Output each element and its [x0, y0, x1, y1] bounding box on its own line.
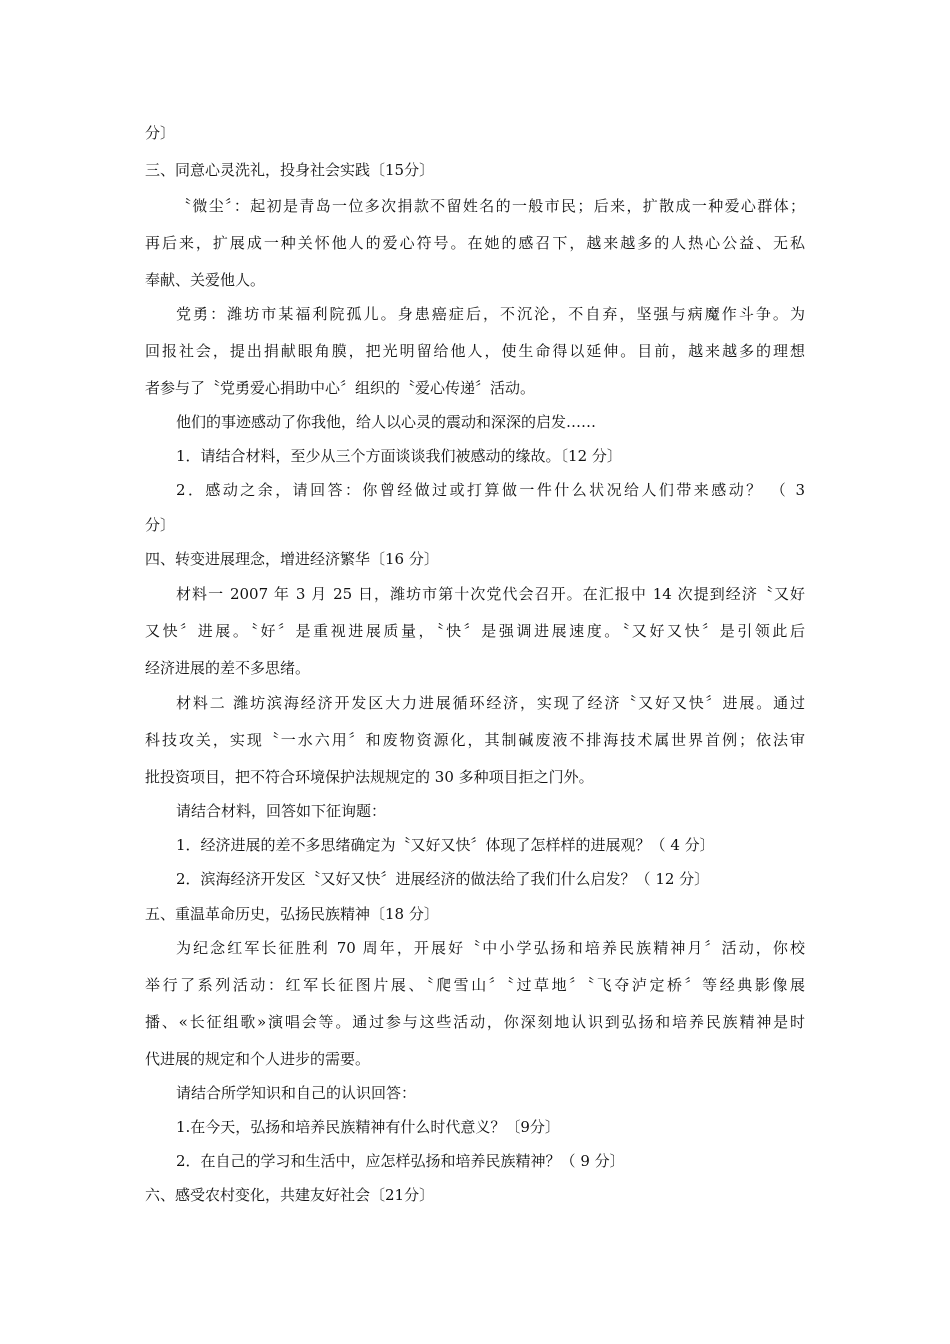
text-line: 播、«长征组歌»演唱会等。通过参与这些活动，你深刻地认识到弘扬和培养民族精神是时	[145, 1013, 805, 1031]
text-line: 批投资项目，把不符合环境保护法规规定的 30 多种项目拒之门外。	[145, 768, 594, 786]
text-line: 为纪念红军长征胜利 70 周年，开展好〝中小学弘扬和培养民族精神月〞活动，你校	[176, 939, 805, 957]
text-line: 经济进展的差不多思绪。	[145, 659, 311, 677]
section-heading-4: 四、转变进展理念，增进经济繁华〔16 分〕	[145, 550, 439, 568]
text-line: 再后来，扩展成一种关怀他人的爱心符号。在她的感召下，越来越多的人热心公益、无私	[145, 234, 805, 252]
text-line: 又快〞进展。〝好〞是重视进展质量，〝快〞是强调进展速度。〝又好又快〞是引领此后	[145, 622, 805, 640]
text-line: 党勇：潍坊市某福利院孤儿。身患癌症后，不沉沦，不自弃，坚强与病魔作斗争。为	[176, 305, 805, 323]
question-item: 1．经济进展的差不多思绪确定为〝又好又快〞体现了怎样样的进展观？（ 4 分〕	[176, 836, 715, 854]
text-line: 请结合材料，回答如下征询题：	[176, 802, 387, 820]
section-heading-3: 三、同意心灵洗礼，投身社会实践〔15分〕	[145, 161, 435, 179]
text-line: 材料一 2007 年 3 月 25 日，潍坊市第十次党代会召开。在汇报中 14 次提到经济〝又好	[176, 585, 805, 603]
text-line: 奉献、关爱他人。	[145, 271, 266, 289]
text-line: 回报社会，提出捐献眼角膜，把光明留给他人，使生命得以延伸。目前，越来越多的理想	[145, 342, 805, 360]
section-heading-6: 六、感受农村变化，共建友好社会〔21分〕	[145, 1186, 435, 1204]
question-item: 2．滨海经济开发区〝又好又快〞进展经济的做法给了我们什么启发？（ 12 分〕	[176, 870, 710, 888]
text-line: 举行了系列活动：红军长征图片展、〝爬雪山〞〝过草地〞〝飞夺泸定桥〞等经典影像展	[145, 976, 805, 994]
text-line: 材料二 潍坊滨海经济开发区大力进展循环经济，实现了经济〝又好又快〞进展。通过	[176, 694, 805, 712]
text-line: 代进展的规定和个人进步的需要。	[145, 1050, 371, 1068]
question-item: 1．请结合材料，至少从三个方面谈谈我们被感动的缘故。〔12 分〕	[176, 447, 622, 465]
text-line: 他们的事迹感动了你我他，给人以心灵的震动和深深的启发……	[176, 413, 597, 431]
text-line: 者参与了〝党勇爱心捐助中心〞组织的〝爱心传递〞活动。	[145, 379, 536, 397]
text-line: 科技攻关，实现〝一水六用〞和废物资源化，其制碱废液不排海技术属世界首例；依法审	[145, 731, 805, 749]
section-heading-5: 五、重温革命历史，弘扬民族精神〔18 分〕	[145, 905, 439, 923]
question-item: 1.在今天，弘扬和培养民族精神有什么时代意义？〔9分〕	[176, 1118, 560, 1136]
question-item: 2．感动之余，请回答：你曾经做过或打算做一件什么状况给人们带来感动？ （ 3	[176, 481, 805, 499]
text-line: 请结合所学知识和自己的认识回答：	[176, 1084, 417, 1102]
text-line: 〝微尘〞：起初是青岛一位多次捐款不留姓名的一般市民；后来，扩散成一种爱心群体；	[176, 197, 805, 215]
text-line: 分〕	[145, 124, 176, 142]
question-item: 2．在自己的学习和生活中，应怎样弘扬和培养民族精神？（ 9 分〕	[176, 1152, 625, 1170]
text-line: 分〕	[145, 516, 176, 534]
